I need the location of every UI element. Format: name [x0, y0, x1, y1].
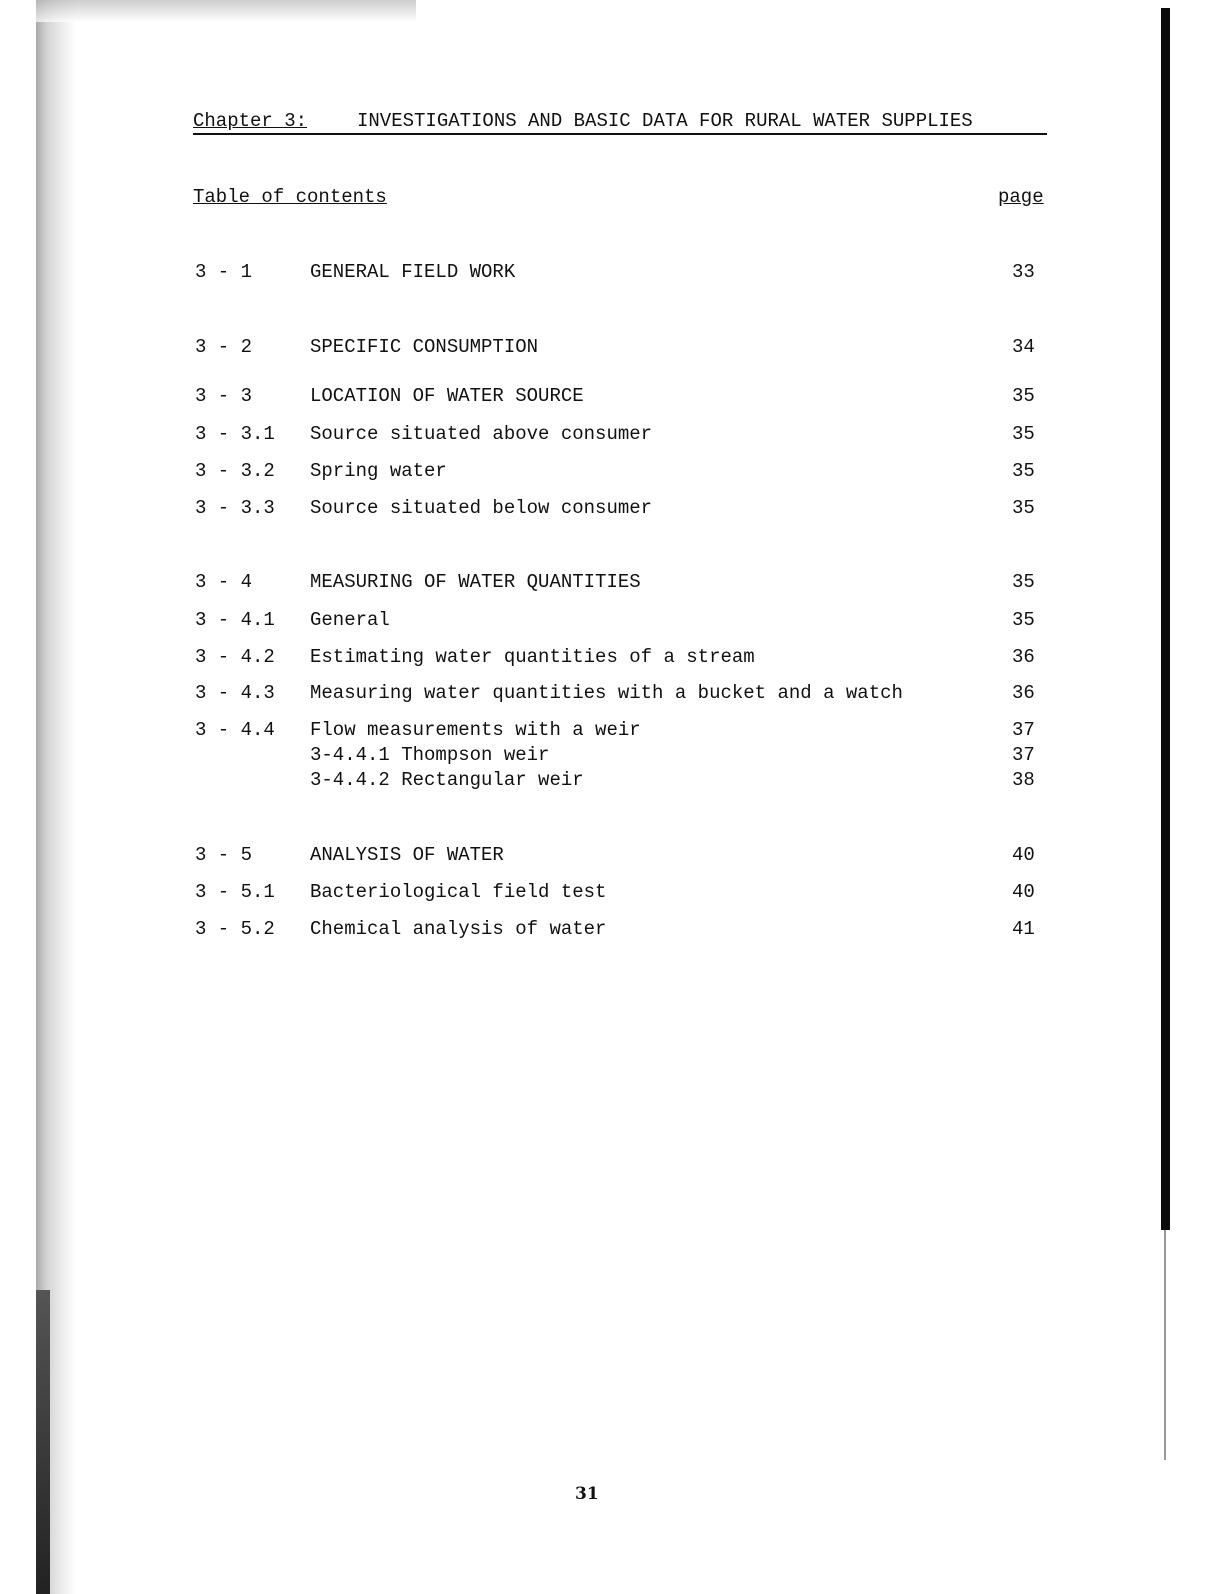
- toc-entry: [193, 881, 1043, 905]
- chapter-title: INVESTIGATIONS AND BASIC DATA FOR RURAL WATER SUPPLIES: [357, 110, 973, 132]
- scan-right-border: [1161, 8, 1170, 1230]
- toc-entry: [193, 261, 1043, 285]
- toc-entry: [193, 497, 1043, 521]
- section-page: 35: [1012, 423, 1035, 445]
- chapter-heading: [193, 110, 1047, 132]
- section-number: 3 - 3.1: [195, 423, 275, 445]
- toc-entry: [193, 423, 1043, 447]
- section-number: 3 - 2: [195, 336, 253, 358]
- section-number: 3 - 3.3: [195, 497, 275, 519]
- toc-entry: [193, 609, 1043, 633]
- section-number: 3 - 5: [195, 844, 253, 866]
- toc-entry: [193, 682, 1043, 706]
- section-title: Source situated above consumer: [310, 423, 653, 445]
- section-title: Spring water: [310, 460, 447, 482]
- toc-subentry: [193, 744, 1043, 768]
- section-title: Source situated below consumer: [310, 497, 653, 519]
- section-title: General: [310, 609, 390, 631]
- toc-entry: [193, 385, 1043, 409]
- section-page: 35: [1012, 460, 1035, 482]
- toc-entry: [193, 918, 1043, 942]
- section-page: 33: [1012, 261, 1035, 283]
- section-number: 3 - 4.3: [195, 682, 275, 704]
- subsection-title: 3-4.4.2 Rectangular weir: [310, 769, 584, 791]
- section-number: 3 - 5.2: [195, 918, 275, 940]
- toc-entry: [193, 571, 1043, 595]
- section-number: 3 - 4.1: [195, 609, 275, 631]
- scan-top-shadow: [36, 0, 416, 22]
- toc-heading: Table of contents: [193, 186, 387, 208]
- section-title: Estimating water quantities of a stream: [310, 646, 755, 668]
- section-page: 40: [1012, 844, 1035, 866]
- toc-entry: [193, 719, 1043, 743]
- toc-subentry: [193, 769, 1043, 793]
- toc-entry: [193, 460, 1043, 484]
- section-page: 34: [1012, 336, 1035, 358]
- section-number: 3 - 3: [195, 385, 253, 407]
- section-page: 38: [1012, 769, 1035, 791]
- scan-right-line: [1164, 1230, 1166, 1460]
- section-title: Bacteriological field test: [310, 881, 607, 903]
- section-page: 41: [1012, 918, 1035, 940]
- section-page: 35: [1012, 609, 1035, 631]
- section-number: 3 - 1: [195, 261, 253, 283]
- subsection-title: 3-4.4.1 Thompson weir: [310, 744, 550, 766]
- section-number: 3 - 4.4: [195, 719, 275, 741]
- section-page: 36: [1012, 646, 1035, 668]
- chapter-label: Chapter 3:: [193, 110, 308, 132]
- section-number: 3 - 4: [195, 571, 253, 593]
- section-page: 36: [1012, 682, 1035, 704]
- section-number: 3 - 5.1: [195, 881, 275, 903]
- toc-entry: [193, 646, 1043, 670]
- section-title: Measuring water quantities with a bucket and a watch: [310, 682, 903, 704]
- scan-edge-dark: [36, 1290, 50, 1594]
- page-number: 31: [575, 1484, 599, 1504]
- section-page: 40: [1012, 881, 1035, 903]
- section-title: LOCATION OF WATER SOURCE: [310, 385, 584, 407]
- section-title: MEASURING OF WATER QUANTITIES: [310, 571, 641, 593]
- toc-entry: [193, 844, 1043, 868]
- section-page: 37: [1012, 719, 1035, 741]
- section-page: 35: [1012, 385, 1035, 407]
- section-number: 3 - 3.2: [195, 460, 275, 482]
- heading-rule: [193, 133, 1047, 135]
- section-page: 37: [1012, 744, 1035, 766]
- section-title: Flow measurements with a weir: [310, 719, 641, 741]
- section-title: SPECIFIC CONSUMPTION: [310, 336, 539, 358]
- section-page: 35: [1012, 571, 1035, 593]
- page-column-heading: page: [998, 186, 1044, 208]
- section-title: ANALYSIS OF WATER: [310, 844, 504, 866]
- section-title: Chemical analysis of water: [310, 918, 607, 940]
- toc-entry: [193, 336, 1043, 360]
- section-title: GENERAL FIELD WORK: [310, 261, 516, 283]
- section-number: 3 - 4.2: [195, 646, 275, 668]
- section-page: 35: [1012, 497, 1035, 519]
